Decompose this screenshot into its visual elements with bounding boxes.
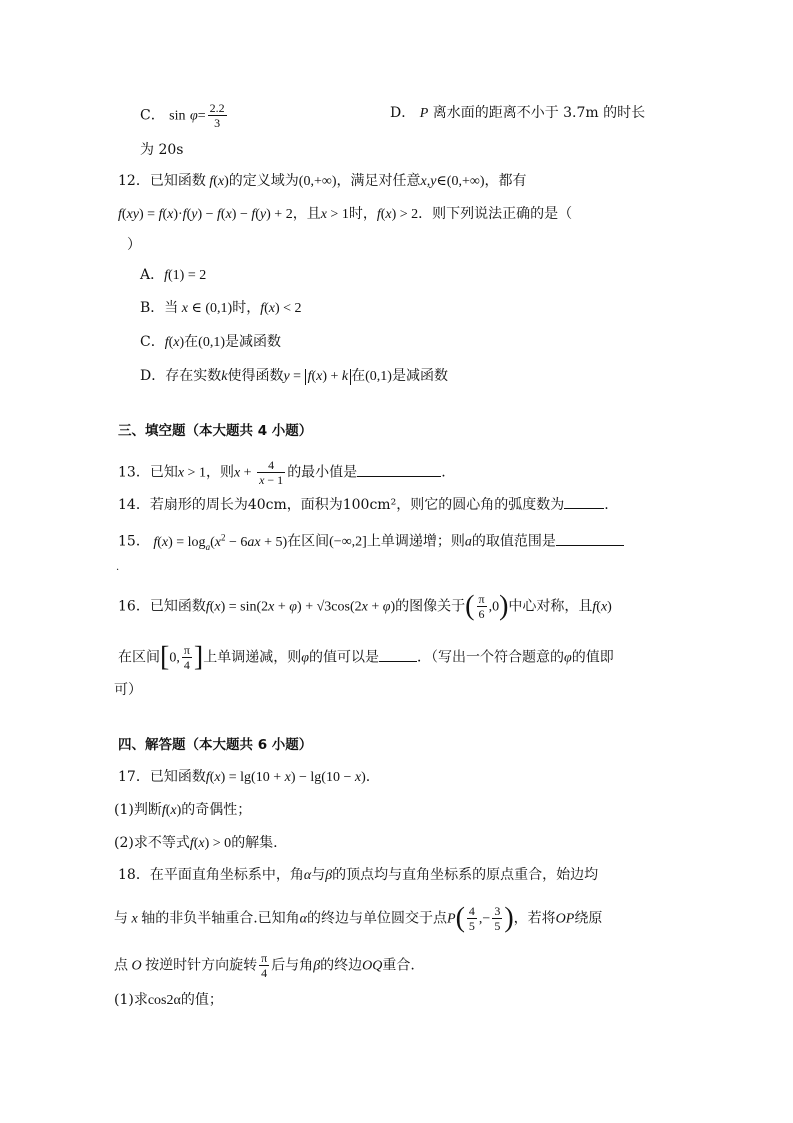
period: . [604, 497, 609, 513]
oq: OQ [362, 958, 383, 974]
q15-period: . [116, 562, 120, 573]
origin-o: O [128, 958, 146, 974]
option-label: D． [390, 105, 416, 121]
in-interval: ∈(0,+∞) [436, 174, 485, 189]
zero: 0, [169, 650, 180, 666]
denominator: 5 [494, 919, 501, 933]
q16-line1 [118, 592, 612, 621]
question-number: 12．已知函数 [118, 173, 206, 189]
text: 重合. [382, 957, 415, 974]
answer-blank[interactable] [564, 494, 604, 509]
section-heading-answer: 四、解答题（本大题共 6 小题） [118, 737, 313, 753]
fx: f(x) [161, 803, 182, 818]
text: 的值即 [571, 649, 614, 666]
text: 后与角 [271, 957, 314, 974]
q16-line2 [118, 643, 614, 672]
beta: β [313, 958, 321, 974]
alpha: α [303, 868, 312, 883]
fraction [492, 904, 502, 933]
denominator: 4 [183, 658, 190, 672]
period: . [365, 769, 371, 785]
text: 轴的非负半轴重合.已知角 [141, 910, 300, 927]
var: x [217, 174, 225, 189]
option-math: y = f(x) + k [283, 369, 351, 384]
question-text: 14．若扇形的周长为40cm，面积为100cm²，则它的圆心角的弧度数为 [118, 497, 565, 513]
denominator: 4 [261, 966, 268, 980]
q18-line2 [114, 904, 602, 933]
text: ，满足对任意 [336, 173, 421, 189]
denominator: 3 [214, 116, 221, 130]
func-expr: f(x) = lg(10 + x) − lg(10 − x) [205, 770, 366, 785]
fraction [467, 904, 477, 933]
fx: f(x) [592, 599, 612, 615]
text: 上单调递减，则 [203, 649, 302, 666]
q11-option-d-cont: 为 20s [140, 142, 184, 158]
q11-option-c [140, 101, 229, 130]
q15 [118, 527, 624, 556]
option-label: C． [140, 334, 165, 350]
question-label: 17．已知函数 [118, 769, 206, 785]
paren: ( [213, 174, 218, 189]
option-math: f(x) [164, 335, 185, 350]
interval: (−∞,2] [329, 534, 367, 550]
answer-blank[interactable] [357, 462, 441, 477]
text: 中心对称，且 [508, 598, 593, 615]
text: 在区间 [118, 649, 160, 666]
text: 时， [348, 206, 377, 222]
q12-line1 [118, 171, 527, 192]
q12-option-a [140, 265, 206, 286]
denominator: x − 1 [259, 473, 284, 487]
functional-equation: f(xy) = f(x)·f(y) − f(x) − f(y) + 2 [118, 207, 293, 222]
func-expr: f(x) = sin(2x + φ) + √3cos(2x + φ) [205, 599, 396, 615]
q17-part1 [114, 800, 251, 821]
text: ．则下列说法正确的是（ [418, 206, 573, 222]
expr: x + [233, 465, 256, 481]
section-heading-fill-blank: 三、填空题（本大题共 4 小题） [118, 423, 313, 439]
phi: φ [301, 650, 309, 666]
text: 是减函数 [391, 368, 448, 384]
option-label: B．当 [140, 300, 179, 316]
var-a: a [464, 534, 472, 550]
text: ，都有 [484, 173, 527, 189]
interval: (0,1) [365, 369, 392, 384]
numerator: 4 [257, 458, 285, 473]
denominator: 6 [478, 607, 485, 621]
text: 上单调递增；则 [366, 533, 465, 550]
text: 在 [351, 368, 366, 384]
text: 的定义域为 [228, 173, 299, 189]
numerator: π [478, 592, 485, 606]
equals: = [197, 108, 206, 124]
op: OP [555, 911, 575, 927]
beta: β [325, 868, 333, 883]
text: 的顶点均与直角坐标系的原点重合，始边均 [332, 867, 599, 883]
text: 在区间 [287, 533, 330, 550]
func-expr: $f(x) = \log_a(x^2 - 6ax + 5)$ [153, 532, 288, 552]
numerator: π [183, 643, 190, 657]
text: 的解集. [231, 835, 278, 851]
denominator: 5 [468, 919, 475, 933]
paren: ) [224, 174, 229, 189]
numerator: π [261, 951, 268, 965]
text: 的终边与单位圆交于点 [307, 910, 448, 927]
ineq: f(x) > 0 [189, 836, 232, 851]
text: 与 [114, 910, 128, 927]
text: 与 [311, 867, 326, 883]
answer-blank[interactable] [379, 647, 417, 662]
text: 18．在平面直角坐标系中，角 [118, 867, 304, 883]
paren-close: ) [499, 590, 509, 622]
q12-option-d [140, 366, 448, 387]
phi: φ [563, 650, 572, 666]
numerator: 3 [494, 904, 501, 918]
paren-close: ) [504, 902, 514, 934]
comma: ,− [478, 911, 491, 927]
fraction [182, 643, 192, 672]
q12-option-c [140, 332, 281, 353]
vars: x,y [420, 174, 437, 189]
alpha: α [299, 911, 308, 927]
q12-line2 [118, 204, 572, 225]
text: (1)判断 [114, 802, 162, 818]
var-x: x [128, 911, 142, 927]
text: 在 [184, 334, 199, 350]
q17 [118, 767, 370, 788]
question-label: 16．已知函数 [118, 598, 206, 615]
cond2: f(x) > 2 [376, 207, 419, 222]
text: 时， [232, 300, 261, 316]
fraction [259, 951, 269, 980]
text: 的图像关于 [395, 598, 466, 615]
q11-option-d [390, 103, 645, 124]
sin-text: sin [169, 108, 186, 124]
option-label: A． [140, 267, 165, 283]
q18-part1 [114, 990, 223, 1011]
text: 是减函数 [225, 334, 281, 350]
comma: ,0 [488, 599, 500, 615]
var-k: k [221, 369, 228, 384]
interval: (0,1) [198, 335, 225, 350]
text: 的值； [180, 992, 223, 1008]
text: 的值可以是 [308, 649, 379, 666]
cos2a: cos2α [147, 993, 181, 1008]
option-label: D．存在实数 [140, 368, 222, 384]
numerator: 4 [468, 904, 475, 918]
option-text: 离水面的距离不小于 3.7m 的时长 [432, 105, 646, 121]
text: ，则 [205, 464, 234, 481]
phi-symbol: φ [189, 108, 198, 124]
cond: x > 1 [320, 207, 349, 222]
interval: (0,+∞) [298, 174, 337, 189]
text: ．（写出一个符合题意的 [416, 649, 564, 666]
q12-close-paren: ） [127, 237, 141, 253]
option-math: x ∈ (0,1) [181, 301, 233, 316]
text: 的终边 [320, 957, 363, 974]
paren-open: ( [465, 590, 475, 622]
text: (2)求不等式 [114, 835, 190, 851]
question-label: 15． [118, 533, 150, 550]
point-p: P [447, 911, 456, 927]
numerator: 2.2 [209, 101, 225, 115]
bracket-open: [ [160, 641, 170, 673]
text: 的最小值是 [287, 464, 358, 481]
q12-option-b [140, 298, 302, 319]
q18-line1 [118, 865, 598, 886]
q13 [118, 458, 446, 487]
option-math2: f(x) < 2 [260, 301, 302, 316]
text: ，且 [292, 206, 321, 222]
text: (1)求 [114, 992, 148, 1008]
text: 绕原 [574, 910, 603, 927]
text: 的奇偶性； [181, 802, 252, 818]
q17-part2 [114, 833, 278, 854]
text: 使得函数 [227, 368, 284, 384]
cond: x > 1 [177, 465, 206, 481]
text: ，若将 [513, 910, 556, 927]
text: 点 [114, 957, 128, 974]
fraction [208, 101, 227, 130]
paren-open: ( [455, 902, 465, 934]
fraction [477, 592, 487, 621]
text: 按逆时针方向旋转 [145, 957, 258, 974]
option-math: f(1) = 2 [164, 268, 207, 283]
option-label: C． [140, 107, 165, 124]
fx-expr: f [205, 174, 214, 189]
question-label: 13．已知 [118, 464, 178, 481]
bracket-close: ] [193, 641, 204, 673]
answer-blank[interactable] [556, 531, 624, 546]
period: . [441, 464, 446, 481]
q18-line3 [114, 951, 415, 980]
text: 的取值范围是 [471, 533, 556, 550]
q16-line3: 可） [114, 682, 142, 698]
point-p: P [419, 106, 429, 121]
fraction [257, 458, 285, 487]
q14 [118, 494, 609, 515]
